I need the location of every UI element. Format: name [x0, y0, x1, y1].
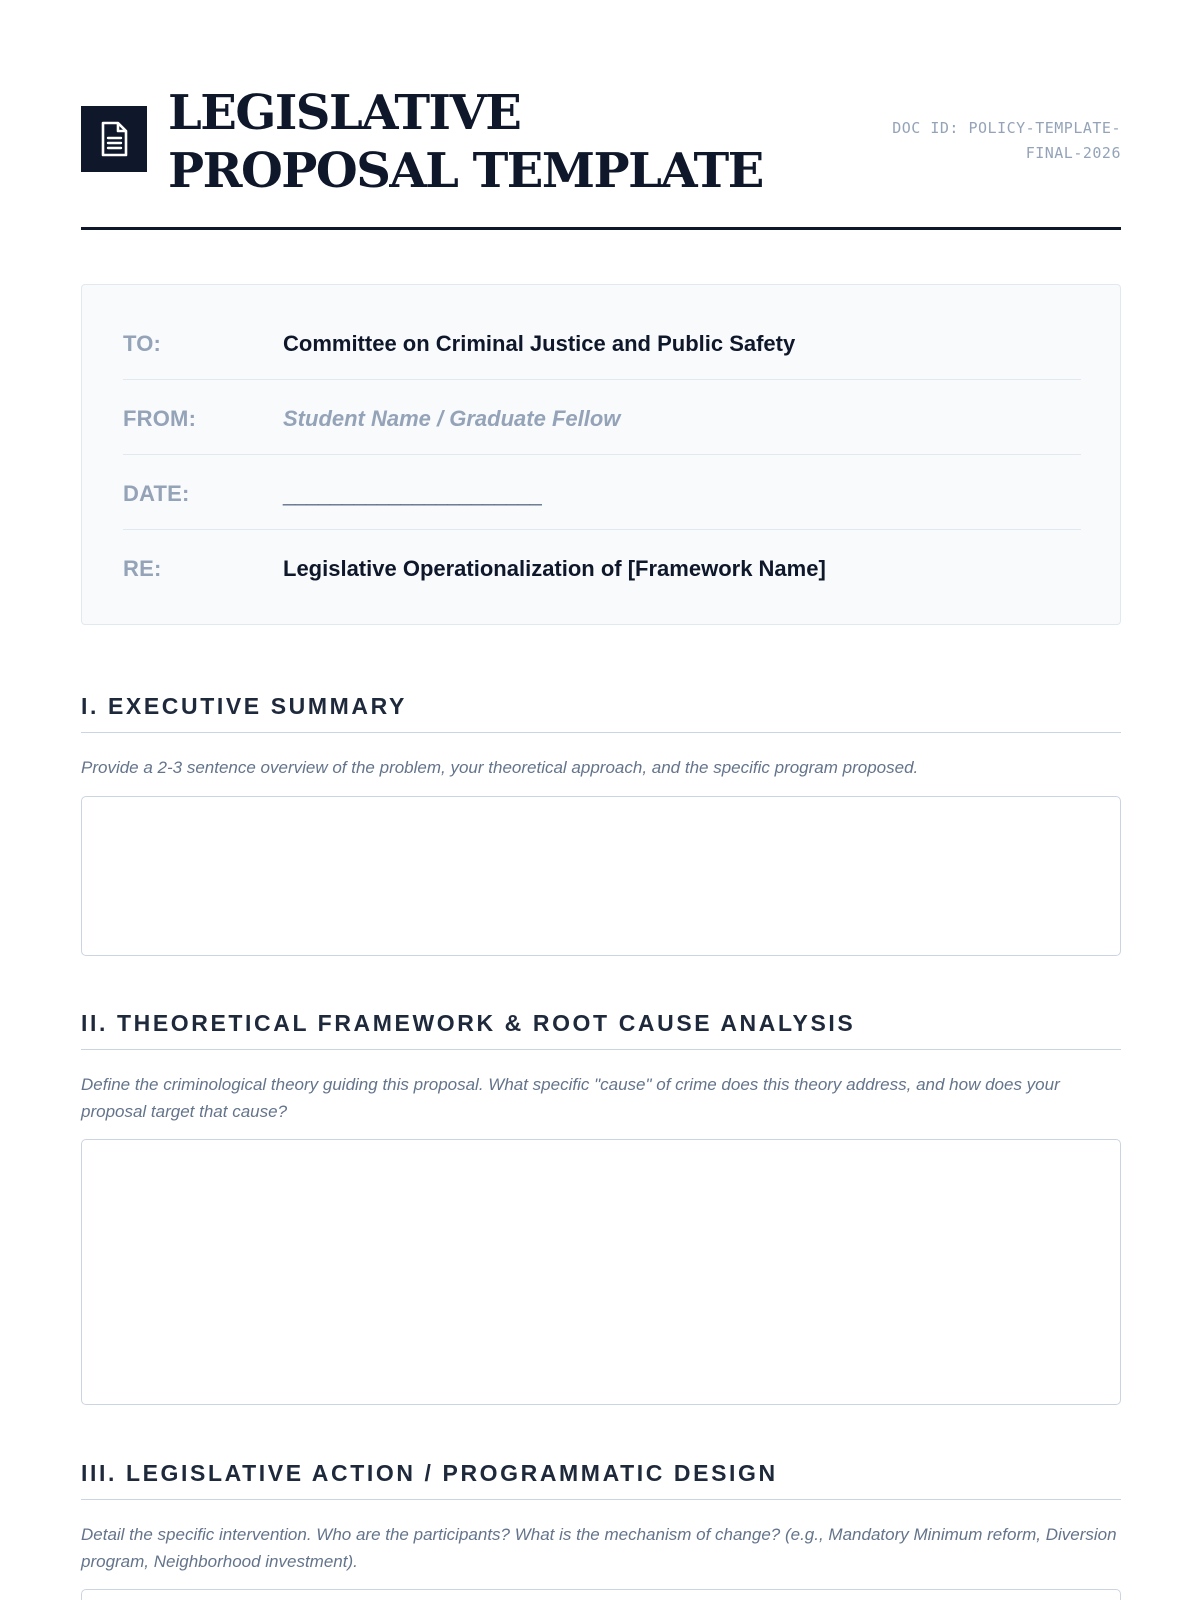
- legislative-action-response-box[interactable]: [81, 1589, 1121, 1600]
- section-heading-executive-summary: I. EXECUTIVE SUMMARY: [81, 693, 1121, 733]
- theoretical-framework-response-box[interactable]: [81, 1139, 1121, 1405]
- section-prompt-executive-summary: Provide a 2-3 sentence overview of the problem, your theoretical approach, and the specific program proposed.: [81, 758, 919, 777]
- section-prompt-theoretical-framework: Define the criminological theory guiding this proposal. What specific "cause" of crime does this theory address, and how does your proposal target that cause?: [81, 1075, 1060, 1121]
- memo-date-field[interactable]: ______________________: [283, 481, 542, 506]
- section-heading-theoretical-framework: II. THEORETICAL FRAMEWORK & ROOT CAUSE ANALYSIS: [81, 1010, 1121, 1050]
- page-title: LEGISLATIVE PROPOSAL TEMPLATE: [168, 85, 763, 199]
- document-icon: [99, 121, 129, 157]
- memo-re-value[interactable]: Legislative Operationalization of [Framework Name]: [283, 556, 826, 581]
- document-header: [81, 84, 1121, 230]
- memo-header-block: [81, 284, 1121, 625]
- memo-row-re: [123, 530, 1081, 605]
- executive-summary-response-box[interactable]: [81, 796, 1121, 956]
- memo-date-label: DATE:: [123, 481, 190, 506]
- memo-to-value[interactable]: Committee on Criminal Justice and Public Safety: [283, 331, 796, 356]
- memo-from-label: FROM:: [123, 406, 197, 431]
- memo-re-label: RE:: [123, 556, 162, 581]
- memo-to-label: TO:: [123, 331, 162, 356]
- section-prompt-legislative-action: Detail the specific intervention. Who are the participants? What is the mechanism of change? (e.g., Mandatory Minimum reform, Diversion program, Neighborhood investment).: [81, 1525, 1117, 1571]
- memo-row-date: [123, 455, 1081, 530]
- memo-row-to: [123, 305, 1081, 380]
- logo-badge: [81, 106, 147, 172]
- memo-from-field[interactable]: Student Name / Graduate Fellow: [283, 406, 621, 431]
- document-id: DOC ID: POLICY-TEMPLATE-FINAL-2026: [892, 119, 1121, 162]
- memo-row-from: [123, 380, 1081, 455]
- section-heading-legislative-action: III. LEGISLATIVE ACTION / PROGRAMMATIC DESIGN: [81, 1460, 1121, 1500]
